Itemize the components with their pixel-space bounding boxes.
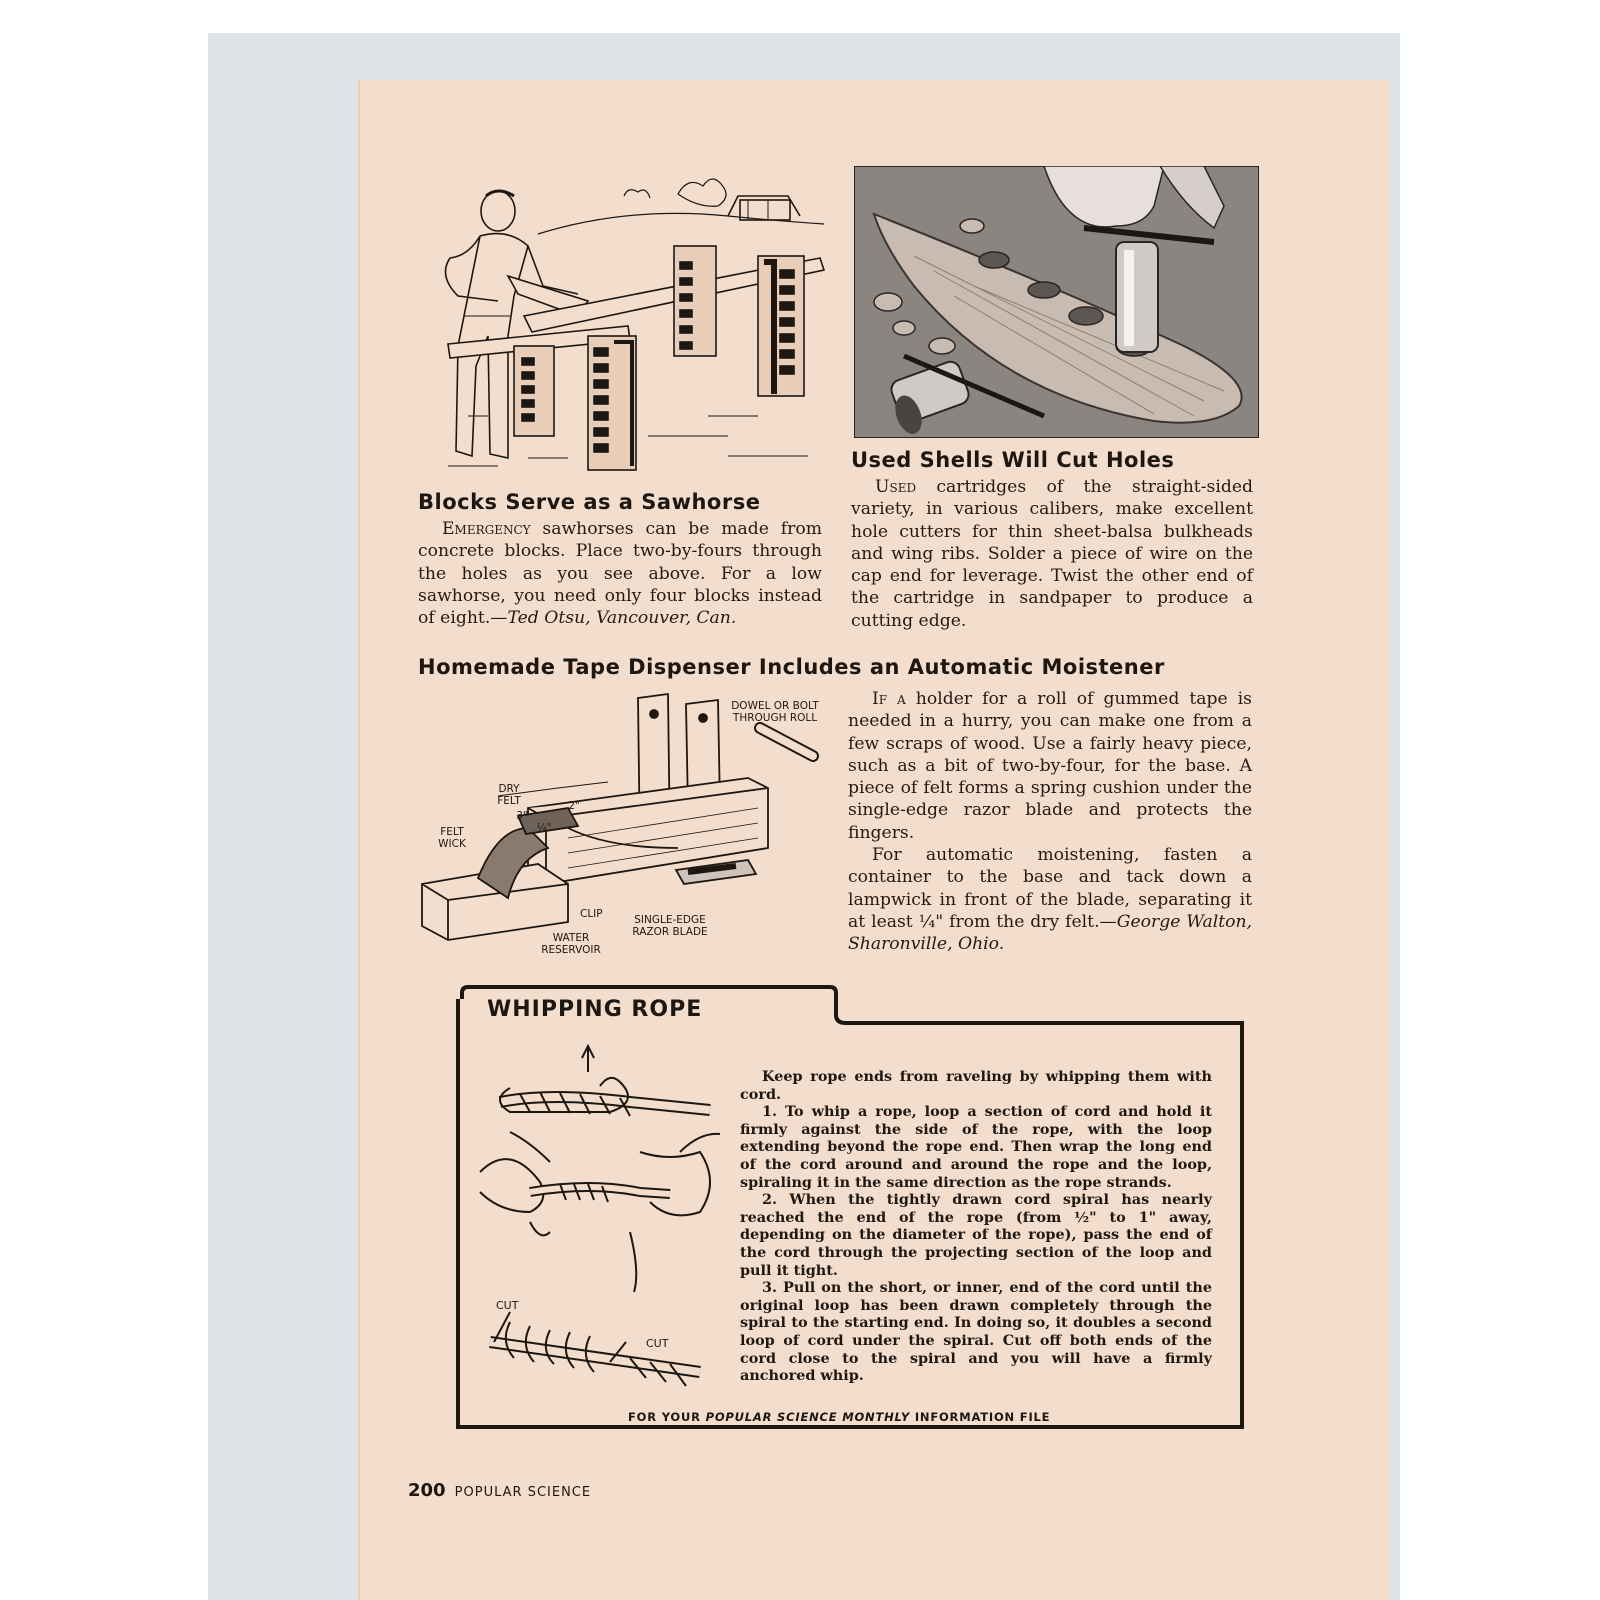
shells-heading: Used Shells Will Cut Holes — [851, 448, 1175, 472]
label-dim-2: 2" — [568, 800, 580, 812]
label-cut-1: CUT — [496, 1299, 519, 1312]
shells-body — [851, 476, 1253, 632]
whipping-body — [740, 1068, 1212, 1385]
sawhorse-illustration — [428, 166, 826, 478]
magazine-name: POPULAR SCIENCE — [454, 1485, 592, 1500]
shells-text: cartridges of the straight-sided variety, in various calibers, make excellent hole cutters for thin sheet-balsa bulkheads and wing ribs. Solder a piece of wire on the cap end for leverage. Twist the other end of the cartridge in sandpaper to produce a cutting edge. — [851, 477, 1253, 631]
tape-lead: If a — [872, 689, 906, 709]
shells-photo — [854, 166, 1259, 438]
whipping-step-1: 1. To whip a rope, loop a section of cord and hold it firmly against the side of the rope, with the loop extending beyond the rope end. Then wrap the long end of the cord around and around the rope and the loop, spiraling it in the same direction as the rope strands. — [740, 1103, 1212, 1191]
tape-text-1: holder for a roll of gummed tape is needed in a hurry, you can make one from a few scraps of wood. Use a fairly heavy piece, such as a bit of two-by-four, for the base. A piece of felt forms a spring cushion under the single-edge razor blade and protects the fingers. — [848, 689, 1252, 843]
tape-text-2: For automatic moistening, fasten a container to the base and tack down a lampwick in front of the blade, separating it at least ¼" from the dry felt. — [848, 845, 1252, 932]
sawhorse-body — [418, 518, 822, 629]
page-number: 200 — [408, 1480, 446, 1501]
label-dowel: DOWEL OR BOLT THROUGH ROLL — [731, 700, 819, 724]
label-dim-3: 3" — [516, 810, 528, 822]
tape-dispenser-illustration — [418, 688, 828, 958]
whipping-illustrations — [470, 1042, 730, 1402]
footer-magazine: POPULAR SCIENCE MONTHLY — [705, 1410, 911, 1424]
tape-credit: —George Walton, Sharonville, Ohio. — [848, 911, 1252, 955]
information-file-note — [628, 1410, 1050, 1424]
label-reservoir: WATER RESERVOIR — [541, 932, 601, 956]
label-razor: SINGLE-EDGE RAZOR BLADE — [632, 914, 708, 938]
whipping-step-3: 3. Pull on the short, or inner, end of the cord until the original loop has been drawn completely through the spiral to the starting end. In doing so, it doubles a second loop of cord under the spiral. Cut off both ends of the cord close to the spiral and you will have a firmly anchored whip. — [740, 1279, 1212, 1385]
label-cut-2: CUT — [646, 1337, 669, 1350]
sawhorse-text: sawhorses can be made from concrete blocks. Place two-by-fours through the holes as you see above. For a low sawhorse, you need only four blocks instead of eight. — [418, 519, 822, 629]
tape-body — [848, 688, 1252, 956]
tape-heading: Homemade Tape Dispenser Includes an Automatic Moistener — [418, 655, 1165, 679]
folio — [408, 1480, 591, 1501]
label-felt-wick: FELT WICK — [438, 826, 466, 850]
label-dry-felt: DRY FELT — [497, 783, 521, 807]
shells-lead: Used — [875, 477, 917, 497]
sawhorse-credit: —Ted Otsu, Vancouver, Can. — [490, 608, 737, 629]
whipping-heading: WHIPPING ROPE — [487, 997, 703, 1022]
footer-pre: FOR YOUR — [628, 1410, 706, 1424]
whipping-intro: Keep rope ends from raveling by whipping them with cord. — [740, 1068, 1212, 1103]
sawhorse-lead: Emergency — [442, 519, 531, 539]
footer-post: INFORMATION FILE — [910, 1410, 1051, 1424]
label-dim-quarter: ¼" — [536, 822, 552, 834]
whipping-step-2: 2. When the tightly drawn cord spiral has nearly reached the end of the rope (from ½" to 1" away, depending on the diameter of the rope), pass the end of the cord through the projecting section of the loop and pull it tight. — [740, 1191, 1212, 1279]
label-clip: CLIP — [580, 908, 603, 920]
sawhorse-heading: Blocks Serve as a Sawhorse — [418, 490, 761, 514]
